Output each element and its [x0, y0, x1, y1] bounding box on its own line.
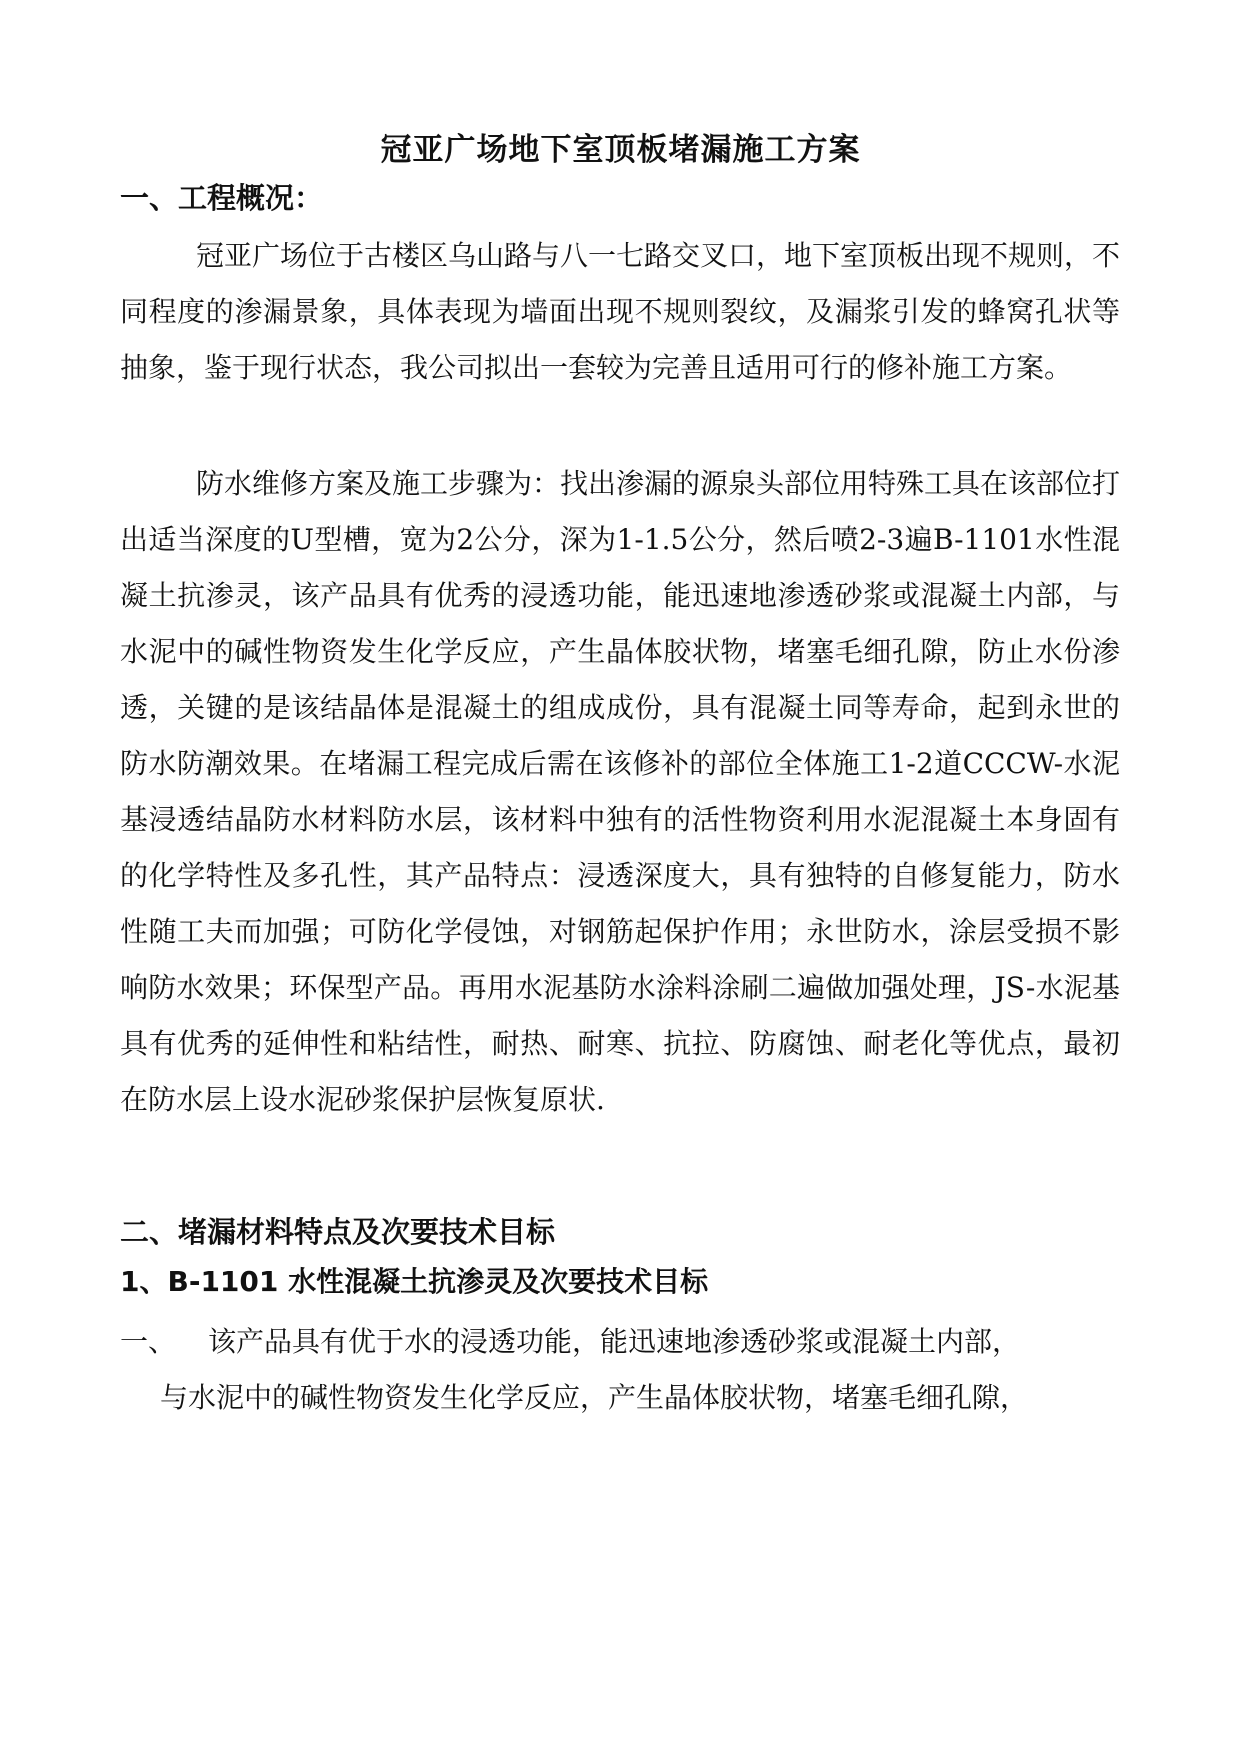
section-heading-overview: 一、工程概况： — [120, 181, 324, 215]
list-marker: 一、 — [120, 1325, 177, 1358]
construction-steps-paragraph: 防水维修方案及施工步骤为：找出渗漏的源泉头部位用特殊工具在该部位打出适当深度的U型槽，宽为2公分，深为1-1.5公分，然后喷2-3遍B-1101水性混凝土抗渗灵，该产品具有优秀的浸透功能，能迅速地渗透砂浆或混凝土内部，与水泥中的碱性物资发生化学反应，产生晶体胶状物，堵塞毛细孔隙，防止水份渗透，关键的是该结晶体是混凝土的组成成份，具有混凝土同等寿命，起到永世的防水防潮效果。在堵漏工程完成后需在该修补的部位全体施工1-2道CCCW-水泥基浸透结晶防水材料防水层，该材料中独有的活性物资利用水泥混凝土本身固有的化学特性及多孔性，其产品特点：浸透深度大，具有独特的自修复能力，防水性随工夫而加强；可防化学侵蚀，对钢筋起保护作用；永世防水，涂层受损不影响防水效果；环保型产品。再用水泥基防水涂料涂刷二遍做加强处理，JS-水泥基具有优秀的延伸性和粘结性，耐热、耐寒、抗拉、防腐蚀、耐老化等优点，最初在防水层上设水泥砂浆保护层恢复原状. — [120, 467, 1121, 1116]
list-item-text: 该产品具有优于水的浸透功能，能迅速地渗透砂浆或混凝土内部， — [208, 1325, 1021, 1358]
subsection-heading-b1101: 1、B-1101 水性混凝土抗渗灵及次要技术目标 — [120, 1265, 709, 1298]
list-item — [120, 1314, 1120, 1370]
overview-paragraph: 冠亚广场位于古楼区乌山路与八一七路交叉口，地下室顶板出现不规则，不同程度的渗漏景象，具体表现为墙面出现不规则裂纹，及漏浆引发的蜂窝孔状等抽象，鉴于现行状态，我公司拟出一套较为完善且适用可行的修补施工方案。 — [120, 239, 1121, 384]
document-title: 冠亚广场地下室顶板堵漏施工方案 — [380, 132, 861, 168]
list-item-continuation: 与水泥中的碱性物资发生化学反应，产生晶体胶状物，堵塞毛细孔隙， — [160, 1381, 1029, 1414]
section-heading-materials: 二、堵漏材料特点及次要技术目标 — [120, 1215, 556, 1249]
